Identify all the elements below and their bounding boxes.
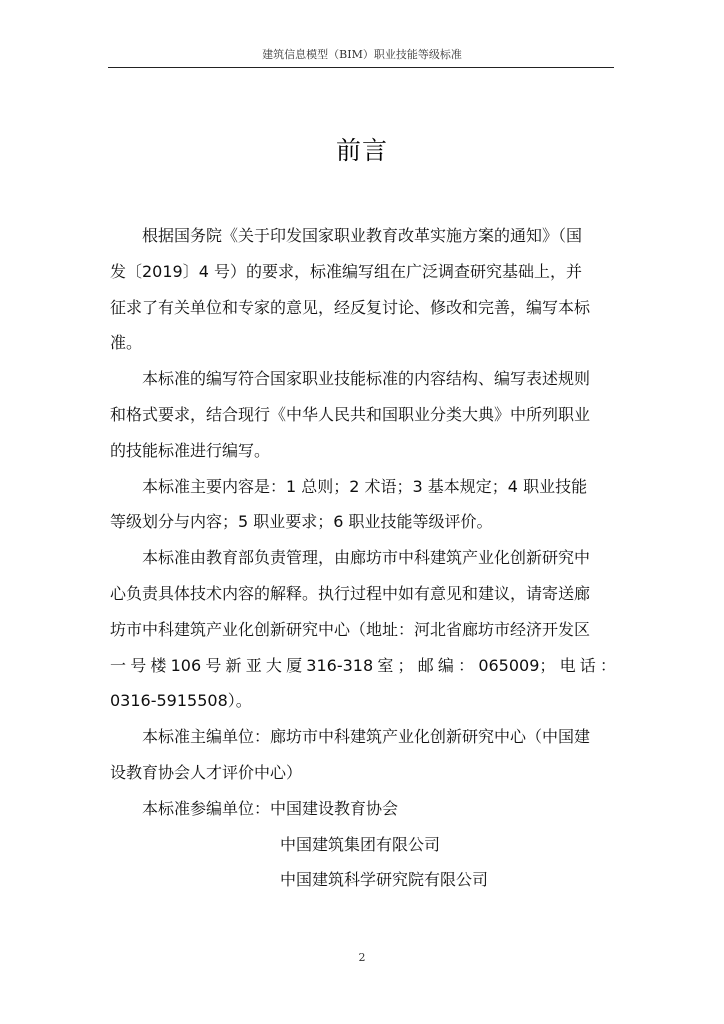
paragraph-line: 本标准参编单位：中国建设教育协会 [142, 798, 399, 818]
header-divider [108, 67, 614, 68]
paragraph-line: 设教育协会人才评价中心） [110, 762, 303, 782]
participating-unit-3: 中国建筑科学研究院有限公司 [280, 870, 489, 890]
paragraph-line: 本标准由教育部负责管理，由廊坊市中科建筑产业化创新研究中 [142, 548, 591, 568]
paragraph-line: 征求了有关单位和专家的意见，经反复讨论、修改和完善，编写本标 [110, 297, 591, 317]
paragraph-line: 坊市中科建筑产业化创新研究中心（地址：河北省廊坊市经济开发区 [110, 619, 591, 639]
participating-unit-2: 中国建筑集团有限公司 [280, 834, 441, 854]
paragraph-line: 根据国务院《关于印发国家职业教育改革实施方案的通知》（国 [142, 226, 583, 245]
paragraph-line: 本标准的编写符合国家职业技能标准的内容结构、编写表述规则 [142, 369, 591, 389]
paragraph-line: 本标准主编单位：廊坊市中科建筑产业化创新研究中心（中国建 [142, 727, 591, 747]
paragraph-line: 本标准主要内容是：1 总则；2 术语；3 基本规定；4 职业技能 [142, 476, 588, 496]
paragraph-contents-continued [110, 504, 616, 540]
paragraph-line: 准。 [110, 333, 143, 353]
contact-phone-line: 0316-5915508）。 [110, 691, 252, 711]
paragraph-line: 等级划分与内容；5 职业要求；6 职业技能等级评价。 [110, 512, 493, 532]
paragraph-contents [110, 469, 616, 505]
paragraph-compliance-continued [110, 397, 616, 469]
paragraph-participating-units [110, 791, 616, 827]
paragraph-management [110, 540, 616, 576]
paragraph-management-continued [110, 576, 616, 719]
paragraph-line: 和格式要求，结合现行《中华人民共和国职业分类大典》中所列职业 [110, 404, 591, 424]
paragraph-compliance [110, 361, 616, 397]
page-title: 前言 [335, 136, 388, 165]
running-header: 建筑信息模型（BIM）职业技能等级标准 [262, 48, 462, 61]
paragraph-chief-editor [110, 719, 616, 755]
paragraph-line: 发〔2019〕4 号）的要求，标准编写组在广泛调查研究基础上，并 [110, 261, 582, 281]
paragraph-chief-editor-continued [110, 755, 616, 791]
contact-address-line: 一号楼106号新亚大厦316-318室；邮编：065009；电话： [110, 655, 616, 675]
preface-body [110, 218, 616, 898]
paragraph-basis-continued [110, 254, 616, 361]
paragraph-line: 的技能标准进行编写。 [110, 440, 271, 460]
paragraph-line: 心负责具体技术内容的解释。执行过程中如有意见和建议，请寄送廊 [110, 583, 591, 603]
paragraph-basis [110, 218, 616, 254]
page-number: 2 [358, 951, 366, 964]
